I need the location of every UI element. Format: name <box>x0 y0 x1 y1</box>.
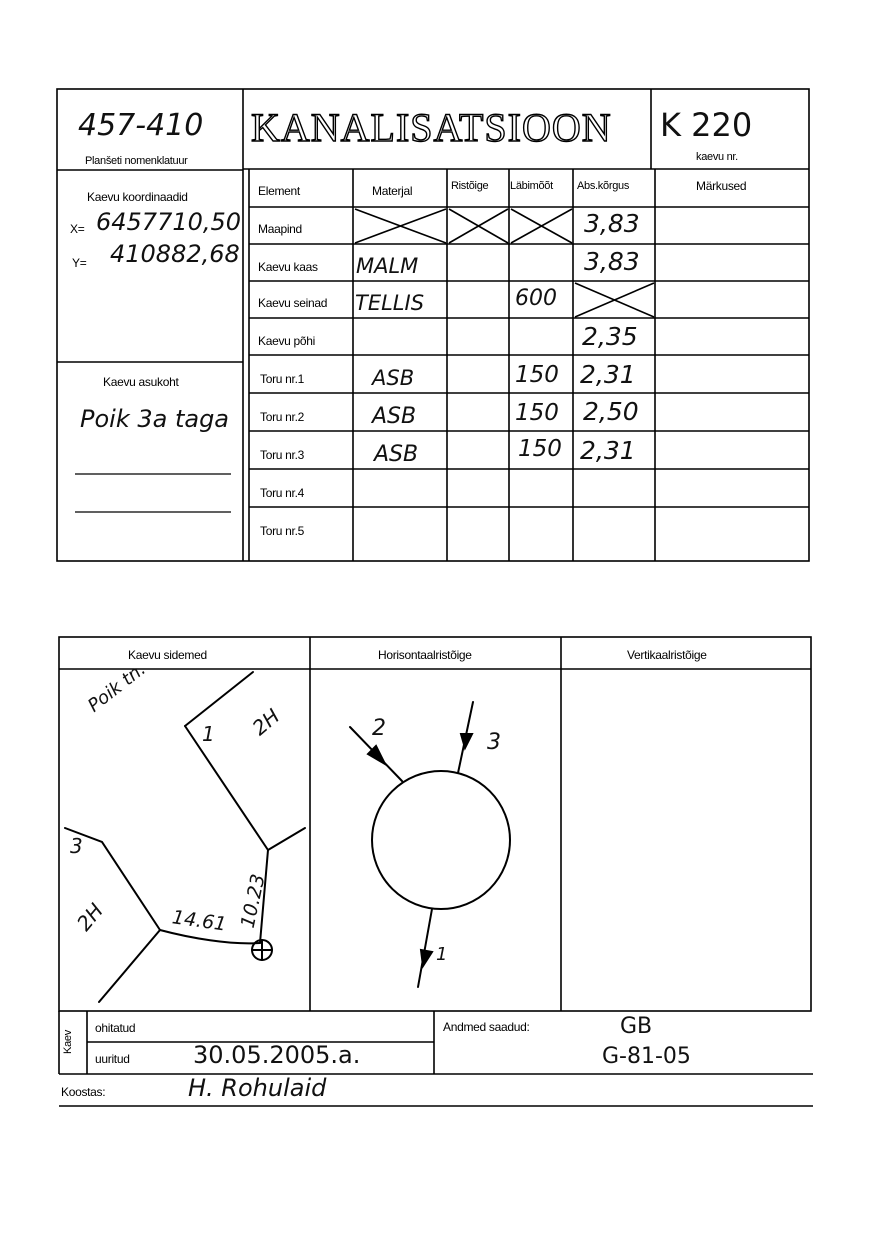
sketch-distance-10-23: 10.23 <box>236 872 270 930</box>
location-value: Poik 3a taga <box>80 405 230 433</box>
form-title: KANALISATSIOON <box>251 105 612 150</box>
header-markused: Märkused <box>696 179 747 193</box>
x-coordinate-value: 6457710,50 <box>96 208 242 236</box>
header-labimoot: Läbimõõt <box>510 180 553 192</box>
cell-kaas-abs: 3,83 <box>584 247 640 276</box>
row-label-kaevu-seinad: Kaevu seinad <box>258 296 328 310</box>
cell-toru1-abs: 2,31 <box>580 360 636 389</box>
cell-toru3-abs: 2,31 <box>580 436 636 465</box>
sketch-street-label: Poik tn. <box>84 658 150 717</box>
header-materjal: Materjal <box>372 184 413 198</box>
row-label-toru-3: Toru nr.3 <box>260 448 304 462</box>
footer-andmed-value-2: G-81-05 <box>602 1044 691 1069</box>
header-abs-korgus: Abs.kõrgus <box>577 180 630 192</box>
sketch-label-1: 1 <box>202 722 215 746</box>
cell-maapind-abs: 3,83 <box>584 209 640 238</box>
header-kaevu-sidemed: Kaevu sidemed <box>128 648 207 662</box>
footer-andmed-label: Andmed saadud: <box>443 1020 530 1034</box>
location-label: Kaevu asukoht <box>103 375 179 389</box>
cell-kaas-materjal: MALM <box>356 254 419 278</box>
row-label-kaevu-pohi: Kaevu põhi <box>258 334 316 348</box>
pipe-label-1: 1 <box>436 944 448 965</box>
coordinates-label: Kaevu koordinaadid <box>87 190 188 204</box>
row-label-toru-2: Toru nr.2 <box>260 410 304 424</box>
pipe-label-2: 2 <box>372 716 386 741</box>
cell-toru1-labimoot: 150 <box>515 362 559 388</box>
footer-ohitatud-label: ohitatud <box>95 1021 136 1035</box>
header-ristoige: Ristõige <box>451 180 489 192</box>
cell-toru1-materjal: ASB <box>372 366 415 390</box>
cell-toru2-materjal: ASB <box>372 404 417 429</box>
cell-toru2-labimoot: 150 <box>515 400 559 426</box>
footer-andmed-value-1: GB <box>620 1014 653 1039</box>
row-label-toru-1: Toru nr.1 <box>260 372 304 386</box>
header-vertikaalristoige: Vertikaalristõige <box>627 648 707 662</box>
y-coordinate-value: 410882,68 <box>110 240 240 268</box>
row-label-maapind: Maapind <box>258 222 302 236</box>
footer-koostas-value: H. Rohulaid <box>188 1074 327 1102</box>
cell-seinad-materjal: TELLIS <box>355 291 425 315</box>
nomenclature-value: 457-410 <box>78 108 204 143</box>
cell-toru3-materjal: ASB <box>374 442 419 467</box>
sketch-label-2h-side: 2H <box>71 898 108 936</box>
footer-uuritud-label: uuritud <box>95 1052 130 1066</box>
footer-side-label: Kaev <box>61 1030 74 1054</box>
cell-toru2-abs: 2,50 <box>583 397 639 426</box>
cell-toru3-labimoot: 150 <box>518 436 562 462</box>
x-coordinate-label: X= <box>70 222 85 236</box>
sketch-label-3: 3 <box>70 834 83 858</box>
cell-pohi-abs: 2,35 <box>582 322 638 351</box>
pipe-label-3: 3 <box>487 730 501 755</box>
sketch-distance-14-61: 14.61 <box>170 906 228 936</box>
row-label-kaevu-kaas: Kaevu kaas <box>258 260 318 274</box>
sketch-label-2h-top: 2H <box>247 703 285 741</box>
header-element: Element <box>258 184 300 198</box>
well-number-label: kaevu nr. <box>696 151 738 163</box>
well-number-value: K 220 <box>660 106 753 144</box>
header-horisontaalristoige: Horisontaalristõige <box>378 648 472 662</box>
cell-seinad-labimoot: 600 <box>515 286 557 311</box>
row-label-toru-5: Toru nr.5 <box>260 524 304 538</box>
row-label-toru-4: Toru nr.4 <box>260 486 304 500</box>
footer-uuritud-value: 30.05.2005.a. <box>193 1041 361 1069</box>
footer-koostas-label: Koostas: <box>61 1085 106 1099</box>
nomenclature-label: Planšeti nomenklatuur <box>85 155 188 167</box>
y-coordinate-label: Y= <box>72 256 87 270</box>
